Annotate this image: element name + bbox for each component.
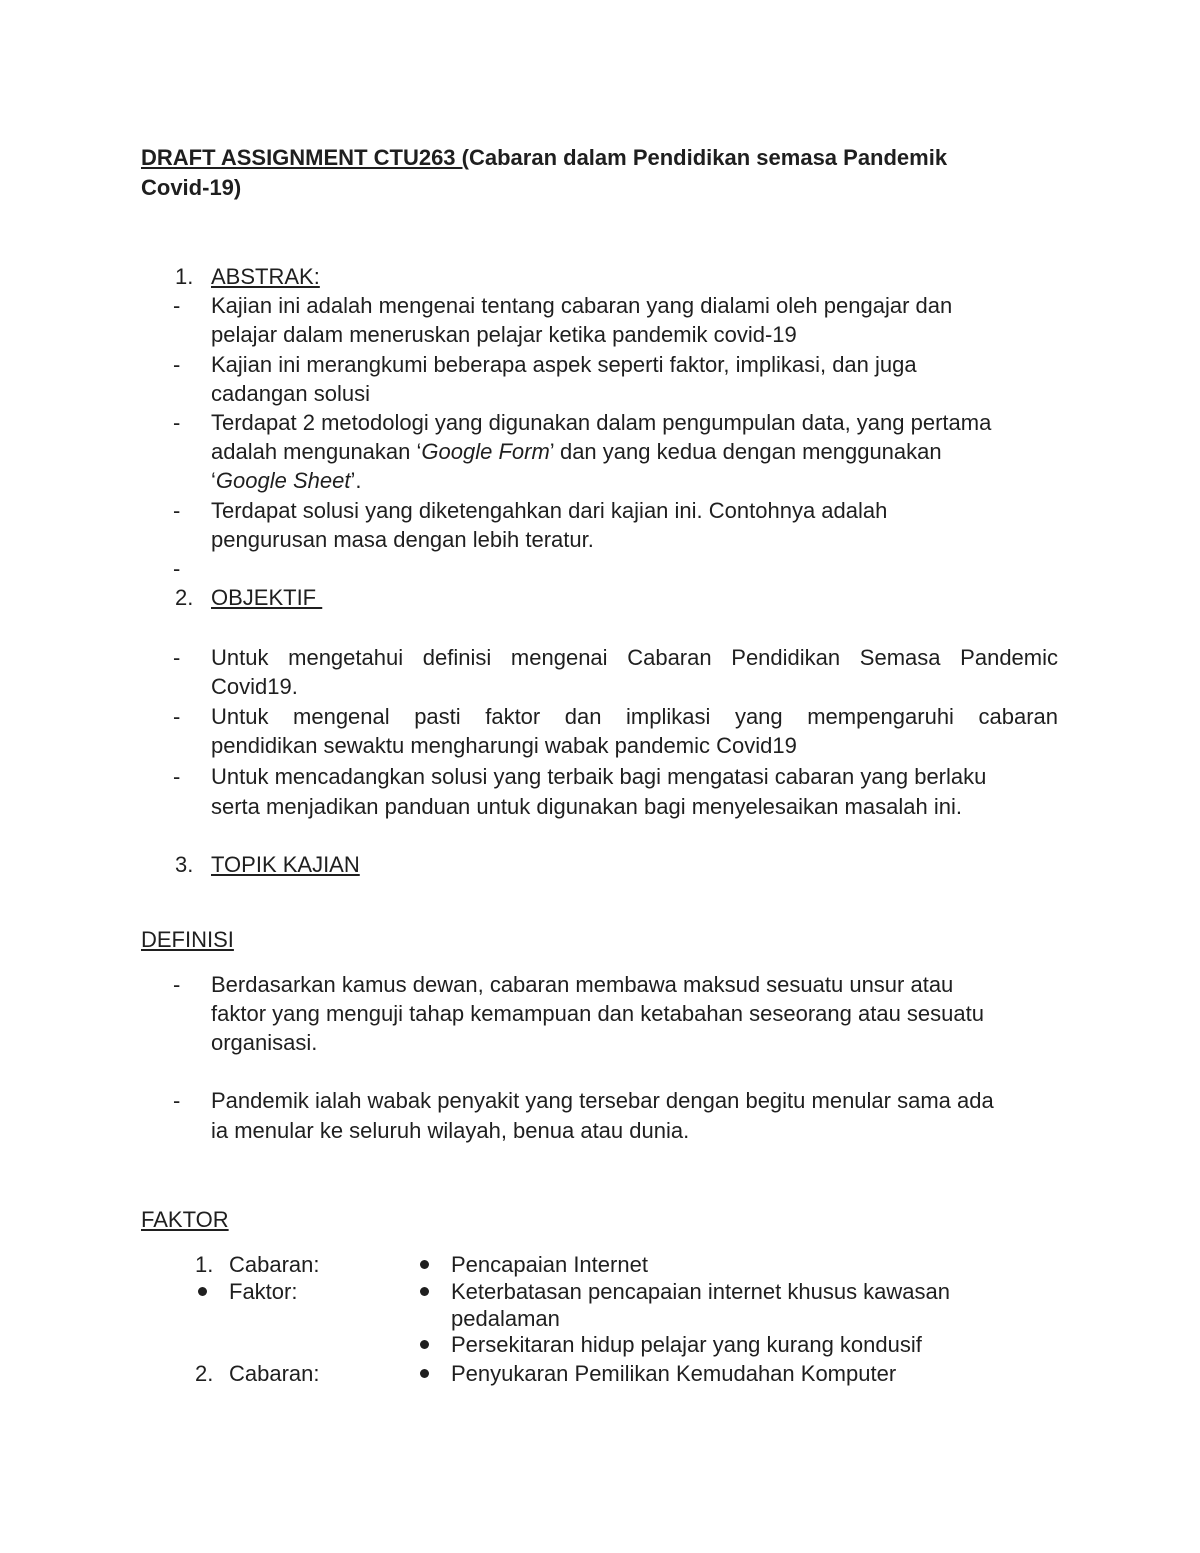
list-item: adalah mengunakan ‘Google Form’ dan yang kedua dengan menggunakan: [211, 439, 942, 464]
list-dash: -: [173, 972, 181, 997]
bullet-icon: [420, 1260, 429, 1269]
list-dash: -: [173, 704, 181, 729]
list-item: ia menular ke seluruh wilayah, benua atau dunia.: [211, 1118, 690, 1143]
list-item: Kajian ini merangkumi beberapa aspek seperti faktor, implikasi, dan juga: [211, 352, 917, 377]
list-item: Untuk mengetahui definisi mengenai Cabaran Pendidikan Semasa Pandemic: [211, 645, 1058, 670]
faktor-label: Faktor:: [229, 1279, 298, 1304]
list-dash: -: [173, 498, 181, 523]
list-item: Untuk mencadangkan solusi yang terbaik bagi mengatasi cabaran yang berlaku: [211, 764, 987, 789]
list-dash: -: [173, 352, 181, 377]
list-dash: -: [173, 556, 181, 581]
list-dash: -: [173, 645, 181, 670]
list-item: Pandemik ialah wabak penyakit yang tersebar dengan begitu menular sama ada: [211, 1088, 994, 1113]
list-item: Terdapat solusi yang diketengahkan dari kajian ini. Contohnya adalah: [211, 498, 888, 523]
list-dash: -: [173, 410, 181, 435]
document-title: DRAFT ASSIGNMENT CTU263 (Cabaran dalam Pendidikan semasa Pandemik: [141, 145, 948, 170]
faktor-row-number: 2.: [195, 1361, 214, 1386]
bullet-icon: [198, 1287, 207, 1296]
list-item: faktor yang menguji tahap kemampuan dan ketabahan seseorang atau sesuatu: [211, 1001, 984, 1026]
list-item: Covid19.: [211, 674, 298, 699]
faktor-value: Persekitaran hidup pelajar yang kurang kondusif: [451, 1332, 922, 1357]
list-item: Terdapat 2 metodologi yang digunakan dalam pengumpulan data, yang pertama: [211, 410, 992, 435]
abstrak-heading: ABSTRAK:: [211, 264, 320, 289]
list-item: ‘Google Sheet’.: [211, 468, 362, 493]
list-item: pelajar dalam meneruskan pelajar ketika pandemik covid-19: [211, 322, 797, 347]
list-item: Kajian ini adalah mengenai tentang cabaran yang dialami oleh pengajar dan: [211, 293, 953, 318]
topik-heading: TOPIK KAJIAN: [211, 852, 360, 877]
list-dash: -: [173, 293, 181, 318]
document-title-line2: Covid-19): [141, 175, 242, 200]
section-number: 2.: [175, 585, 194, 610]
list-item: Untuk mengenal pasti faktor dan implikasi yang mempengaruhi cabaran: [211, 704, 1058, 729]
bullet-icon: [420, 1287, 429, 1296]
list-item: cadangan solusi: [211, 381, 371, 406]
list-dash: -: [173, 1088, 181, 1113]
list-item: organisasi.: [211, 1030, 318, 1055]
faktor-value: pedalaman: [451, 1306, 560, 1331]
list-item: Berdasarkan kamus dewan, cabaran membawa maksud sesuatu unsur atau: [211, 972, 954, 997]
faktor-label: Cabaran:: [229, 1252, 320, 1277]
faktor-value: Pencapaian Internet: [451, 1252, 648, 1277]
list-dash: -: [173, 764, 181, 789]
definisi-heading: DEFINISI: [141, 927, 234, 952]
faktor-row-number: 1.: [195, 1252, 214, 1277]
objektif-heading: OBJEKTIF: [211, 585, 323, 610]
section-number: 1.: [175, 264, 194, 289]
list-item: pendidikan sewaktu mengharungi wabak pandemic Covid19: [211, 733, 797, 758]
faktor-label: Cabaran:: [229, 1361, 320, 1386]
list-item: serta menjadikan panduan untuk digunakan bagi menyelesaikan masalah ini.: [211, 794, 962, 819]
faktor-heading: FAKTOR: [141, 1207, 229, 1232]
list-item: pengurusan masa dengan lebih teratur.: [211, 527, 594, 552]
bullet-icon: [420, 1369, 429, 1378]
section-number: 3.: [175, 852, 194, 877]
faktor-value: Keterbatasan pencapaian internet khusus kawasan: [451, 1279, 951, 1304]
faktor-value: Penyukaran Pemilikan Kemudahan Komputer: [451, 1361, 897, 1386]
bullet-icon: [420, 1340, 429, 1349]
